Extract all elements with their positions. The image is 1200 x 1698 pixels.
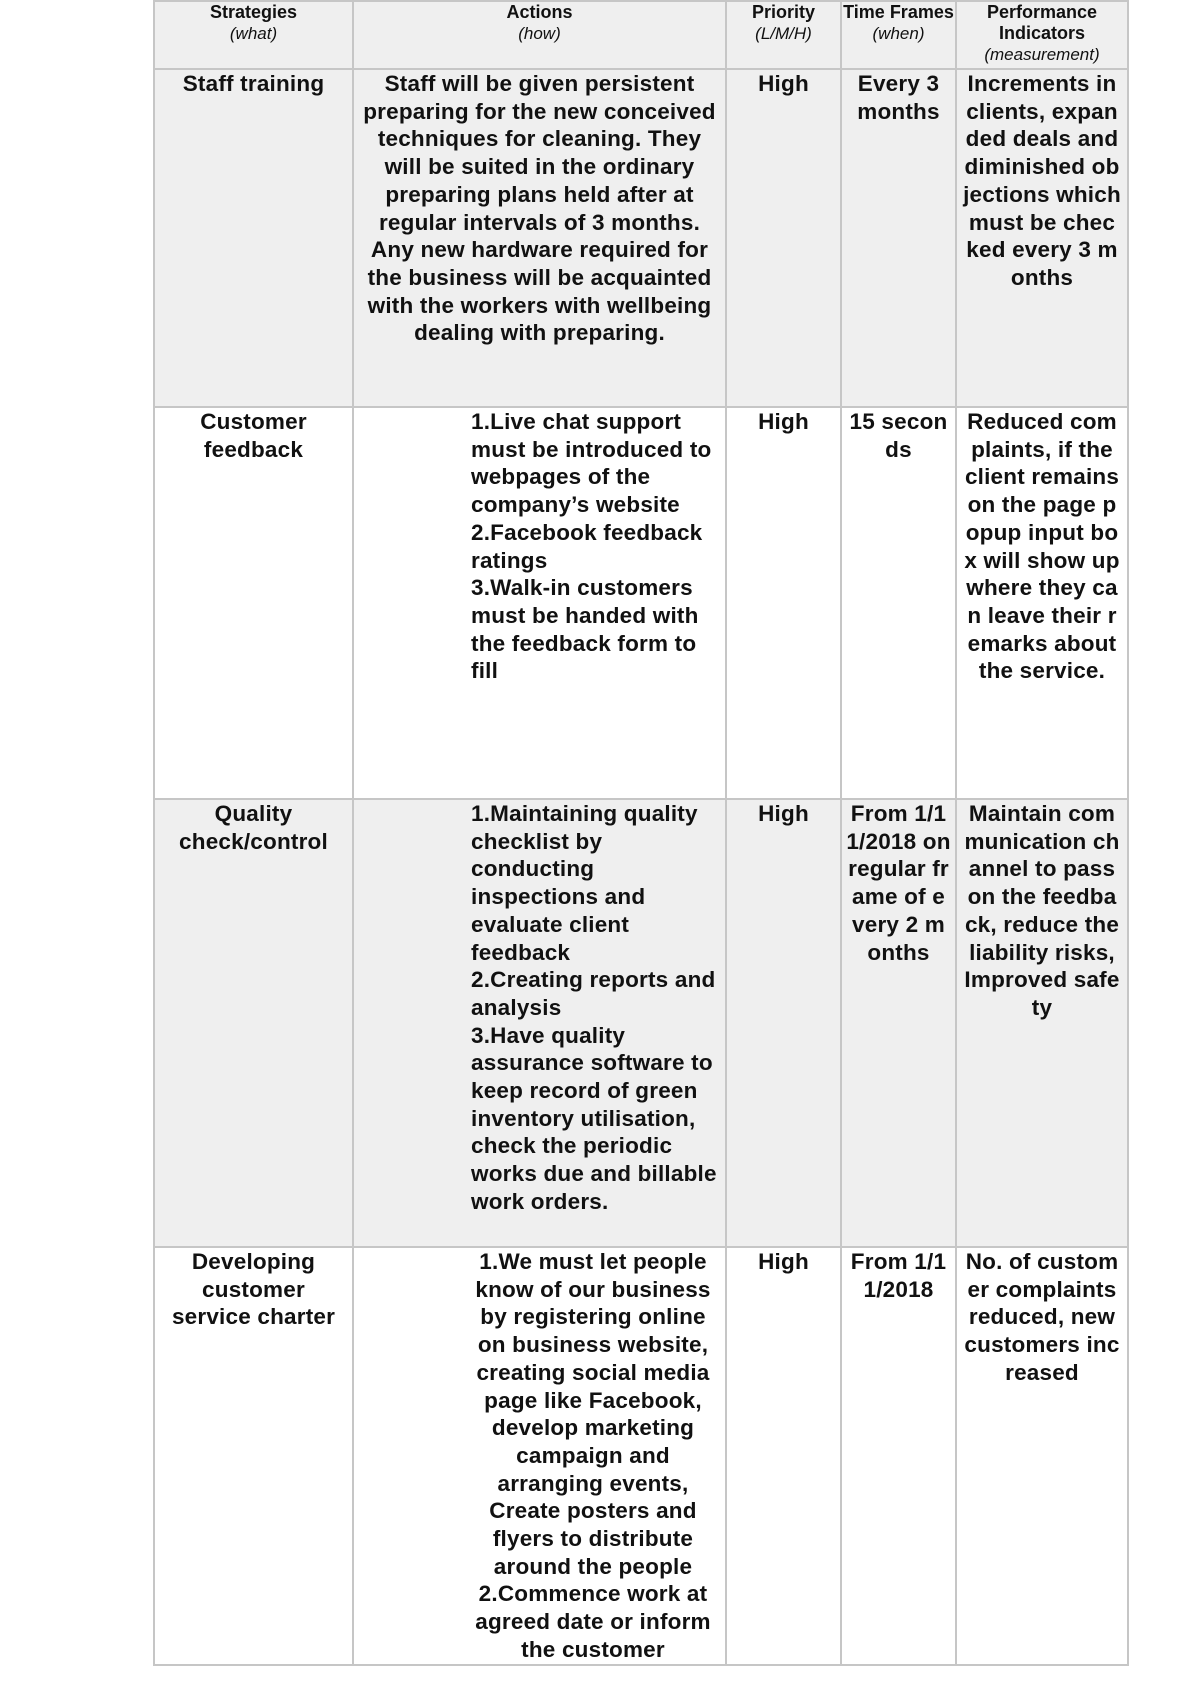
time-frame-cell <box>841 799 956 1247</box>
indicator-text: No. of customer complaints reduced, new customers increased <box>964 1249 1120 1385</box>
header-performance-indicators: Performance Indicators (measurement) <box>956 1 1128 69</box>
indicator-text: Increments in clients, expanded deals and diminished objections which must be checked every 3 months <box>963 71 1121 290</box>
time-frame-text: From 1/11/2018 on regular frame of every 2 months <box>846 801 951 965</box>
time-frame-cell <box>841 1247 956 1665</box>
time-frame-text: Every 3 months <box>857 71 940 124</box>
header-time-frames: Time Frames (when) <box>841 1 956 69</box>
action-list <box>354 408 725 685</box>
time-frame-text: 15 seconds <box>849 409 948 462</box>
indicator-cell <box>956 407 1128 799</box>
strategy-text: Quality check/control <box>179 801 328 854</box>
indicator-cell <box>956 1247 1128 1665</box>
indicator-text: Reduced complaints, if the client remains on the page popup input box will show up where they can leave their remarks about the service. <box>964 409 1120 684</box>
strategy-text: Staff training <box>182 71 325 96</box>
actions-cell <box>353 799 726 1247</box>
action-text: Staff will be given persistent preparing for the new conceived techniques for cleaning. They will be suited in the ordinary preparing plans held after at regular intervals of 3 months. Any new hardware required for the business will be acquainted with the workers with wellbeing dealing with preparing. <box>363 71 716 346</box>
priority-text: High <box>758 801 809 826</box>
indicator-text: Maintain communication channel to pass on the feedback, reduce the liability risks, Improved safety <box>964 801 1120 1020</box>
table-row <box>154 69 1128 407</box>
priority-text: High <box>758 71 809 96</box>
priority-cell <box>726 407 841 799</box>
strategy-text: Customer feedback <box>200 409 307 462</box>
time-frame-text: From 1/11/2018 <box>850 1249 947 1302</box>
header-strategies: Strategies (what) <box>154 1 353 69</box>
header-priority: Priority (L/M/H) <box>726 1 841 69</box>
list-item: 1.We must let people know of our business by registering online on business website, creating social media page like Facebook, develop marketing campaign and arranging events, Create posters and flyers to distribute around the people <box>475 1249 711 1579</box>
action-list <box>354 800 725 1216</box>
table-row <box>154 407 1128 799</box>
header-actions: Actions (how) <box>353 1 726 69</box>
indicator-cell <box>956 799 1128 1247</box>
list-item: 2.Facebook feedback ratings <box>471 519 703 573</box>
actions-cell <box>353 69 726 407</box>
table-header-row <box>154 1 1128 69</box>
list-item: 3.Have quality assurance software to keep record of green inventory utilisation, check the periodic works due and billable work orders. <box>471 1022 717 1214</box>
list-item: 1.Live chat support must be introduced to webpages of the company’s website <box>471 409 712 518</box>
priority-cell <box>726 69 841 407</box>
time-frame-cell <box>841 69 956 407</box>
priority-text: High <box>758 1249 809 1274</box>
action-list <box>354 1248 725 1664</box>
priority-cell <box>726 799 841 1247</box>
strategy-text: Developing customer service charter <box>171 1249 336 1330</box>
action-plan-table <box>153 0 1129 1666</box>
time-frame-cell <box>841 407 956 799</box>
strategy-cell <box>154 1247 353 1665</box>
table-row <box>154 1247 1128 1665</box>
indicator-cell <box>956 69 1128 407</box>
list-item: 2.Commence work at agreed date or inform the customer <box>475 1581 711 1662</box>
actions-cell <box>353 407 726 799</box>
priority-text: High <box>758 409 809 434</box>
actions-cell <box>353 1247 726 1665</box>
list-item: 3.Walk-in customers must be handed with the feedback form to fill <box>471 575 699 684</box>
table-row <box>154 799 1128 1247</box>
list-item: 2.Creating reports and analysis <box>471 967 716 1020</box>
list-item: 1.Maintaining quality checklist by conducting inspections and evaluate client feedback <box>471 801 698 965</box>
strategy-cell <box>154 69 353 407</box>
strategy-cell <box>154 799 353 1247</box>
priority-cell <box>726 1247 841 1665</box>
strategy-cell <box>154 407 353 799</box>
